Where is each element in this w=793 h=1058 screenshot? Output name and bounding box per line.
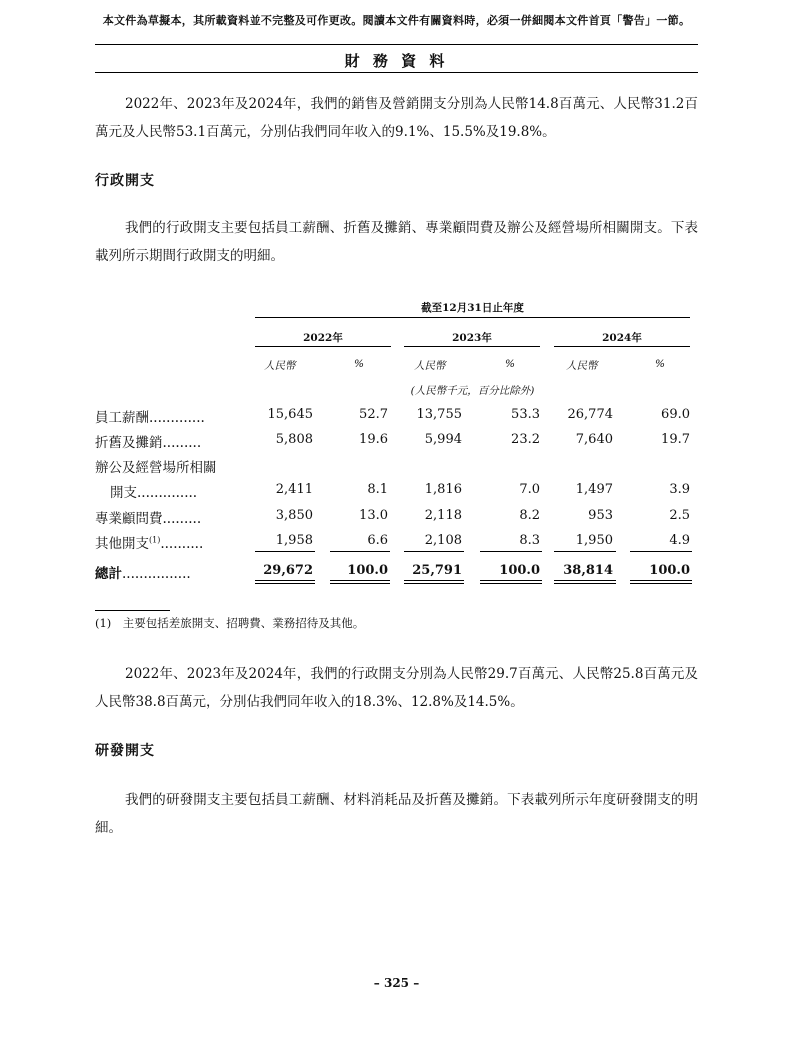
subtotal-rule [330, 551, 390, 552]
year-header-2023: 2023年 [452, 332, 492, 344]
table-row-label: 開支.............. [110, 485, 198, 501]
year-rule-2022 [255, 346, 391, 347]
rnd-expenses-intro: 我們的研發開支主要包括員工薪酬、材料消耗品及折舊及攤銷。下表載列所示年度研發開支的明細。 [95, 792, 698, 836]
table-cell: 953 [588, 508, 613, 523]
table-cell: 6.6 [367, 533, 388, 548]
year-header-2022: 2022年 [303, 332, 343, 344]
table-cell: 3,850 [275, 508, 313, 523]
table-cell: 4.9 [669, 533, 690, 548]
admin-expenses-heading: 行政開支 [95, 173, 155, 189]
table-cell: 19.6 [359, 432, 388, 447]
footnote: (1) 主要包括差旅開支、招聘費、業務招待及其他。 [95, 616, 365, 630]
footnote-marker: (1) [149, 535, 161, 545]
subheader-rmb-2023: 人民幣 [414, 360, 446, 372]
table-cell: 7.0 [519, 482, 540, 497]
table-cell: 15,645 [267, 407, 313, 422]
table-cell: 1,950 [575, 533, 613, 548]
table-cell: 8.1 [367, 482, 388, 497]
year-rule-2023 [404, 346, 540, 347]
total-double-rule [480, 580, 542, 584]
table-cell: 13.0 [359, 508, 388, 523]
table-cell: 52.7 [359, 407, 388, 422]
table-cell: 26,774 [567, 407, 613, 422]
table-cell: 53.3 [511, 407, 540, 422]
title-rule [95, 72, 698, 73]
table-unit-note: (人民幣千元，百分比除外) [410, 385, 535, 397]
table-cell: 2.5 [669, 508, 690, 523]
year-rule-2024 [554, 346, 690, 347]
table-cell: 8.3 [519, 533, 540, 548]
table-cell: 13,755 [416, 407, 462, 422]
subheader-pct-2022: % [354, 358, 364, 370]
admin-expenses-intro: 我們的行政開支主要包括員工薪酬、折舊及攤銷、專業顧問費及辦公及經營場所相關開支。下表載列所示期間行政開支的明細。 [95, 220, 698, 264]
total-cell: 25,791 [412, 563, 462, 578]
table-cell: 2,118 [424, 508, 462, 523]
table-cell: 3.9 [669, 482, 690, 497]
subheader-pct-2024: % [655, 358, 665, 370]
total-double-rule [554, 580, 616, 584]
table-cell: 19.7 [661, 432, 690, 447]
table-cell: 5,808 [275, 432, 313, 447]
table-cell: 1,497 [575, 482, 613, 497]
section-title: 財 務 資 料 [344, 52, 449, 70]
subheader-rmb-2022: 人民幣 [264, 360, 296, 372]
subtotal-rule [630, 551, 692, 552]
selling-expenses-paragraph: 2022年、2023年及2024年，我們的銷售及營銷開支分別為人民幣14.8百萬元、人民幣31.2百萬元及人民幣53.1百萬元，分別佔我們同年收入的9.1%、15.5%及19.8%。 [95, 96, 698, 140]
subtotal-rule [554, 551, 616, 552]
table-cell: 2,411 [275, 482, 313, 497]
table-row-label: 員工薪酬............. [95, 410, 205, 426]
page-number: – 325 – [373, 976, 420, 990]
total-double-rule [330, 580, 390, 584]
subtotal-rule [404, 551, 464, 552]
table-cell: 2,108 [424, 533, 462, 548]
admin-expenses-summary: 2022年、2023年及2024年，我們的行政開支分別為人民幣29.7百萬元、人民幣25.8百萬元及人民幣38.8百萬元，分別佔我們同年收入的18.3%、12.8%及14.5%。 [95, 666, 698, 710]
total-cell: 100.0 [499, 563, 540, 578]
table-cell: 69.0 [661, 407, 690, 422]
total-cell: 100.0 [347, 563, 388, 578]
year-header-2024: 2024年 [602, 332, 642, 344]
total-cell: 38,814 [563, 563, 613, 578]
table-cell: 7,640 [575, 432, 613, 447]
subheader-pct-2023: % [505, 358, 515, 370]
table-row-label: 其他開支$^{(1)}$.......... [95, 535, 204, 552]
total-cell: 100.0 [649, 563, 690, 578]
total-double-rule [255, 580, 315, 584]
total-double-rule [630, 580, 692, 584]
draft-warning: 本文件為草擬本，其所載資料並不完整及可作更改。閱讀本文件有關資料時，必須一併細閱本文件首頁「警告」一節。 [102, 14, 691, 27]
table-cell: 1,816 [424, 482, 462, 497]
footnote-rule [95, 610, 170, 611]
table-total-label: 總計................ [95, 566, 191, 582]
table-row-label: 折舊及攤銷......... [95, 435, 202, 451]
table-cell: 8.2 [519, 508, 540, 523]
table-row-label: 專業顧問費......... [95, 511, 202, 527]
table-cell: 5,994 [424, 432, 462, 447]
total-double-rule [404, 580, 464, 584]
header-rule [95, 44, 698, 45]
rnd-expenses-heading: 研發開支 [95, 743, 155, 759]
total-cell: 29,672 [263, 563, 313, 578]
subtotal-rule [255, 551, 315, 552]
table-cell: 23.2 [511, 432, 540, 447]
subtotal-rule [480, 551, 542, 552]
table-super-rule [255, 317, 690, 318]
table-super-header: 截至12月31日止年度 [421, 302, 524, 314]
table-cell: 1,958 [275, 533, 313, 548]
table-row-label: 辦公及經營場所相關 [95, 460, 217, 476]
subheader-rmb-2024: 人民幣 [566, 360, 598, 372]
